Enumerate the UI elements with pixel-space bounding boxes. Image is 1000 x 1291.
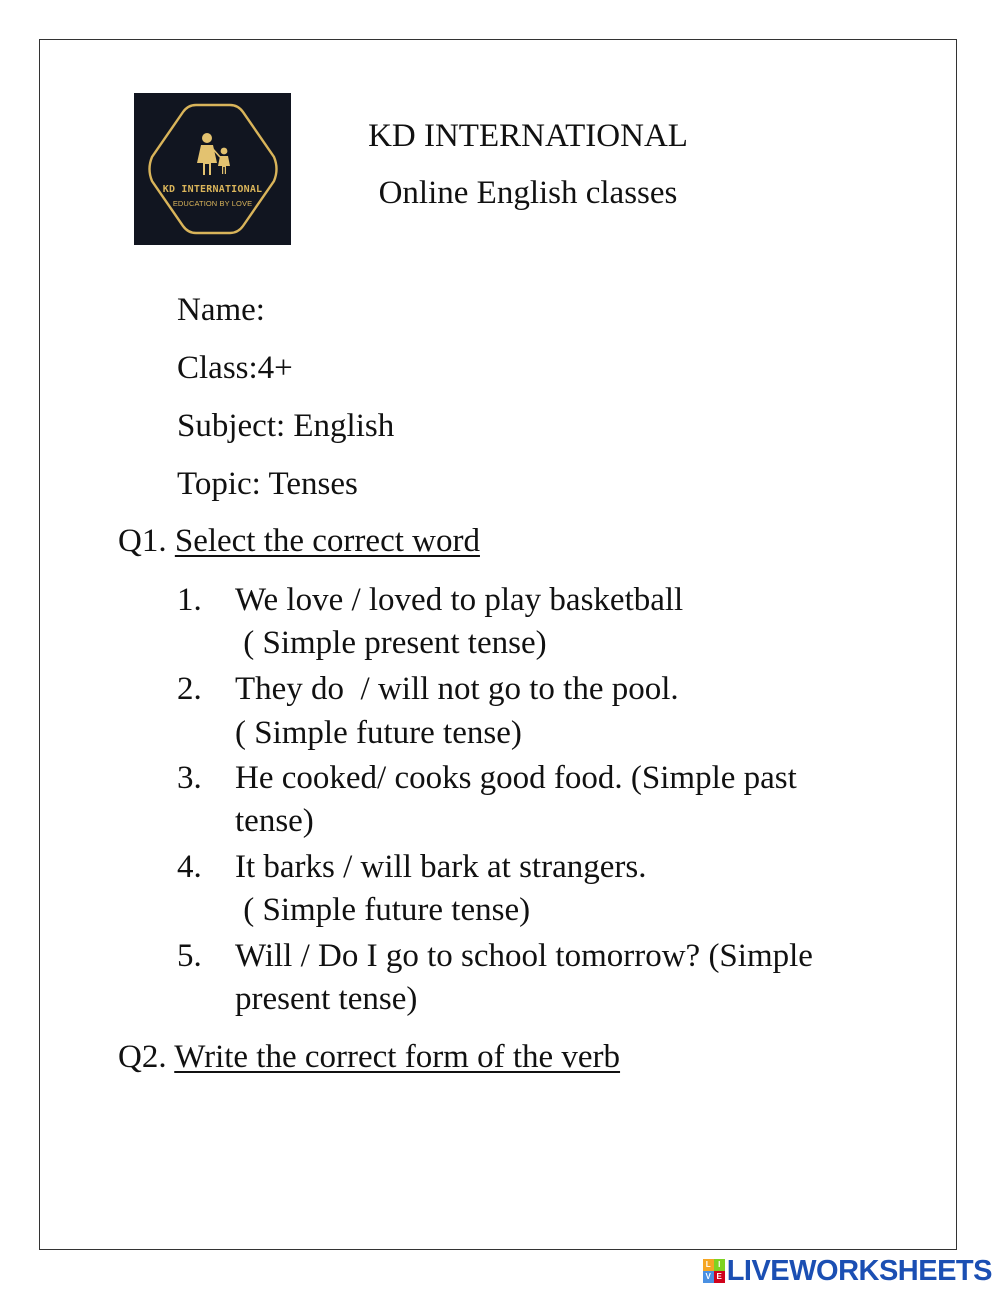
item-5-line-1: Will / Do I go to school tomorrow? (Simple: [235, 938, 813, 974]
item-4-line-1: It barks / will bark at strangers.: [235, 849, 647, 885]
item-3-line-2: tense): [235, 803, 314, 839]
logo-letter-e: E: [714, 1271, 725, 1283]
logo-letter-l: L: [703, 1259, 714, 1271]
topic-field: Topic: Tenses: [177, 466, 358, 502]
parent-and-child-icon: [197, 133, 230, 175]
logo-emblem: [134, 93, 291, 245]
logo-tagline: EDUCATION BY LOVE: [172, 199, 253, 208]
question-2-text: Write the correct form of the verb: [174, 1039, 621, 1075]
question-1-text: Select the correct word: [174, 523, 480, 559]
item-2-line-2: ( Simple future tense): [235, 715, 522, 751]
question-2-heading: [118, 1039, 620, 1076]
question-2-number: Q2.: [118, 1039, 167, 1075]
question-1-number: Q1.: [118, 523, 167, 559]
item-5-number: 5.: [177, 938, 202, 974]
school-logo: [134, 93, 291, 245]
page-title: KD INTERNATIONAL: [368, 118, 688, 154]
item-2-number: 2.: [177, 671, 202, 707]
page-subtitle: Online English classes: [378, 175, 678, 211]
logo-letter-v: V: [703, 1271, 714, 1283]
item-1-line-1: We love / loved to play basketball: [235, 582, 684, 618]
item-2-line-1: They do / will not go to the pool.: [235, 671, 679, 707]
logo-letter-i: I: [714, 1259, 725, 1271]
logo-name: KD INTERNATIONAL: [162, 184, 263, 195]
item-1-number: 1.: [177, 582, 202, 618]
item-5-line-2: present tense): [235, 981, 418, 1017]
question-1-heading: [118, 523, 480, 560]
liveworksheets-logo-icon: [703, 1259, 725, 1283]
item-3-line-1: He cooked/ cooks good food. (Simple past: [235, 760, 797, 796]
liveworksheets-brand[interactable]: [703, 1254, 992, 1288]
item-1-line-2: ( Simple present tense): [235, 625, 547, 661]
item-4-line-2: ( Simple future tense): [235, 892, 531, 928]
liveworksheets-wordmark: LIVEWORKSHEETS: [726, 1254, 992, 1287]
class-field: Class:4+: [177, 350, 293, 386]
name-field: Name:: [177, 292, 265, 328]
item-4-number: 4.: [177, 849, 202, 885]
subject-field: Subject: English: [177, 408, 395, 444]
item-3-number: 3.: [177, 760, 202, 796]
